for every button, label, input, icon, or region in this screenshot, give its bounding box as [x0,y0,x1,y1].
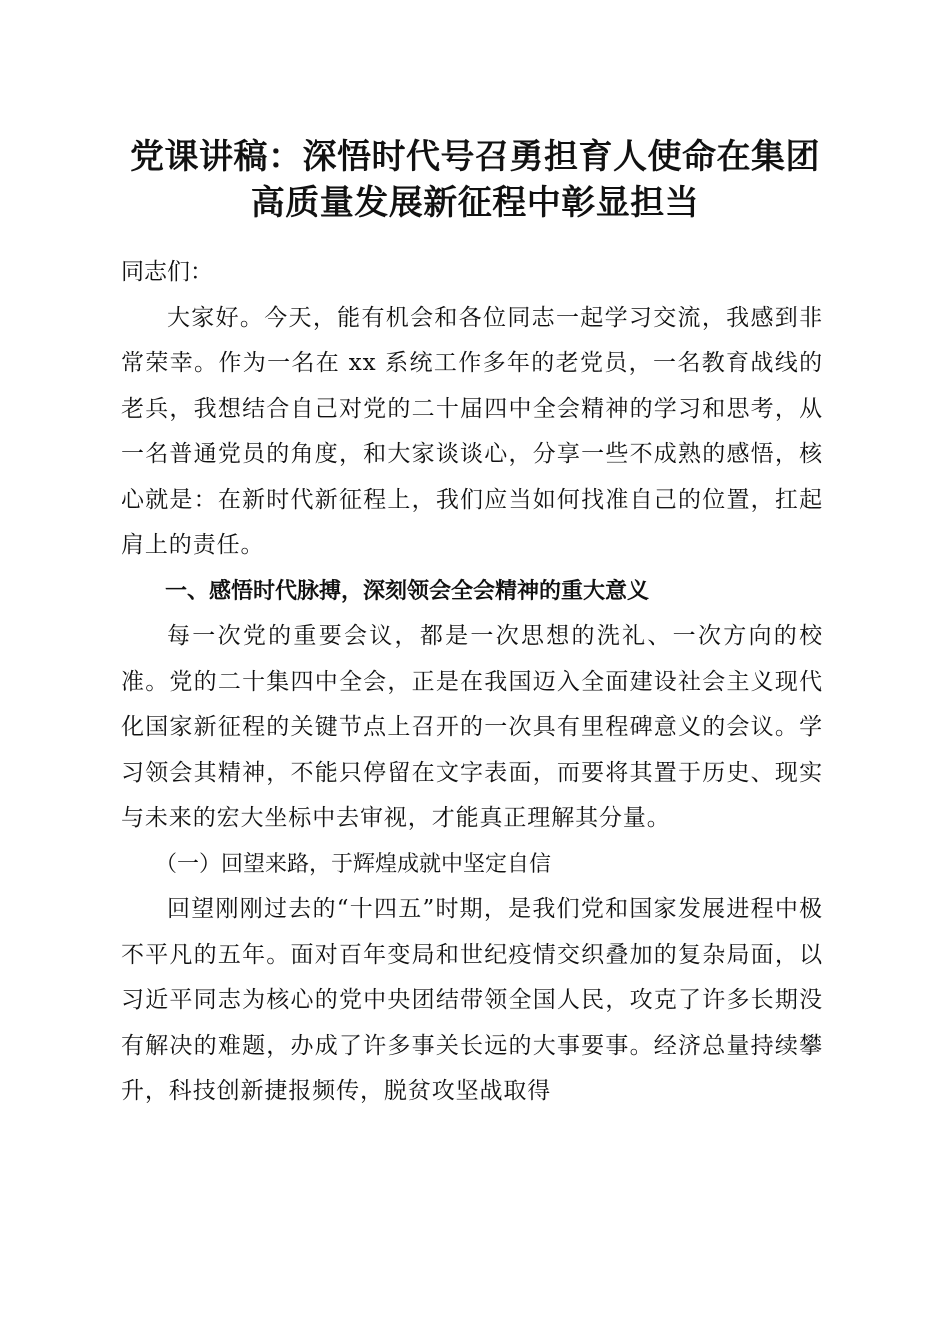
document-body [121,250,823,1115]
section-1-heading: 一、感悟时代脉搏，深刻领会全会精神的重大意义 [165,578,650,604]
document-title [100,134,850,226]
title-line-1: 党课讲稿：深悟时代号召勇担育人使命在集团 [130,137,820,177]
subsection-1-heading: （一）回望来路，于辉煌成就中坚定自信 [155,851,552,877]
title-line-2: 高质量发展新征程中彰显担当 [250,183,700,223]
intro-paragraph: 大家好。今天，能有机会和各位同志一起学习交流，我感到非常荣幸。作为一名在 xx 系统工作多年的老党员，一名教育战线的老兵，我想结合自己对党的二十届四中全会精神的学习和思考，从一名普通党员的角度，和大家谈谈心，分享一些不成熟的感悟，核心就是：在新时代新征程上，我们应当如何找准自己的位置，扛起肩上的责任。 [121,304,823,558]
subsection-1-paragraph: 回望刚刚过去的“十四五”时期，是我们党和国家发展进程中极不平凡的五年。面对百年变局和世纪疫情交织叠加的复杂局面，以习近平同志为核心的党中央团结带领全国人民，攻克了许多长期没有解决的难题，办成了许多事关长远的大事要事。经济总量持续攀升，科技创新捷报频传，脱贫攻坚战取得 [121,896,823,1104]
salutation: 同志们： [121,259,213,285]
section-1-paragraph: 每一次党的重要会议，都是一次思想的洗礼、一次方向的校准。党的二十集四中全会，正是在我国迈入全面建设社会主义现代化国家新征程的关键节点上召开的一次具有里程碑意义的会议。学习领会其精神，不能只停留在文字表面，而要将其置于历史、现实与未来的宏大坐标中去审视，才能真正理解其分量。 [121,623,823,831]
